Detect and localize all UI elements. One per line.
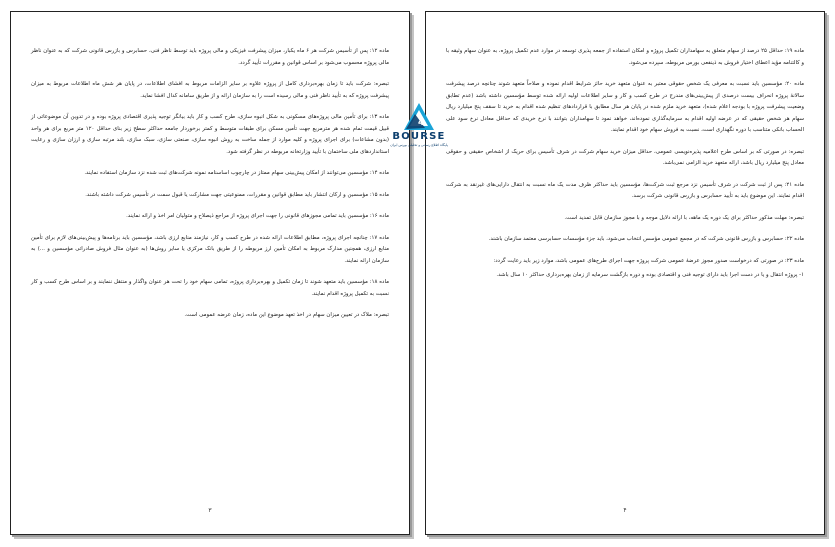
logo-tagline: پایگاه اطلاع رسانی و تحلیلی بورس ایران <box>390 143 448 147</box>
article-12: ماده ۱۲: پس از تأسیس شرکت هر ۶ ماه یکبار، میزان پیشرفت فیزیکی و مالی پروژه باید توسط ناظر فنی، حسابرس و بازرس قانونی شرکت که به عنوان ناظر مالی پروژه محسوب می‌شود بر اساس قوانین و مقررات تأیید گردد. <box>31 48 389 66</box>
article-15: ماده ۱۵: مؤسسین و ارکان انتشار باید مطابق قوانین و مقررات، ممنوعیتی جهت مشارکت یا قبول سمت در تأسیس شرکت داشته باشند. <box>85 191 389 198</box>
page-text-left <box>31 46 389 332</box>
triangle-24-logo-icon <box>384 102 454 132</box>
article-17: ماده ۱۷: چنانچه اجرای پروژه، مطابق اطلاعات ارائه شده در طرح کسب و کار، نیازمند منابع ارزی باشد، مؤسسین باید برنامه‌ها و پیش‌بینی‌های لازم برای تأمین منابع ارزی، همچنین مدارک مربوط به امکان تأمین ارز مربوطه را از طریق بانک مرکزی یا سایر روش‌ها (به عنوان مثال فروش صادراتی مؤسسین و ...) به سازمان ارائه نمایند. <box>31 234 390 264</box>
note-article-20: تبصره: در صورتی که بر اساس طرح اعلامیه پذیره‌نویسی عمومی، حداقل میزان خرید سهام شرکت در شرف تأسیس برای حریک از اشخاص حقیقی و حقوقی معادل پنج میلیارد ریال باشد، ارائه متعهد خرید الزامی نمی‌باشد. <box>446 148 804 166</box>
article-23-item-1: ۱- پروژه انتقال و یا در دست اجرا باید دارای توجیه فنی و اقتصادی بوده و دوره بازگشت سرمایه از زمان بهره‌برداری حداکثر ۱۰ سال باشد. <box>496 272 804 278</box>
article-18: ماده ۱۸: مؤسسین باید متعهد شوند تا زمان تکمیل و بهره‌برداری پروژه، تمامی سهام خود را تحت هر عنوان واگذار و منتقل ننمایند و بر اساس طرح کسب و کار نسبت به تکمیل پروژه اقدام نمایند. <box>31 279 389 297</box>
page-number-right: ۴ <box>623 507 627 514</box>
article-14: ماده ۱۴: مؤسسین می‌توانند از امکان پیش‌بینی سهام ممتاز در چارچوب اساسنامه نمونه شرکت‌های ثبت شده نزد سازمان استفاده نمایند. <box>84 170 389 176</box>
article-22: ماده ۲۲: حسابرس و بازرس قانونی شرکت که در مجمع عمومی مؤسس انتخاب می‌شود، باید جزء مؤسسات حسابرسی معتمد سازمان باشند. <box>488 236 804 242</box>
document-page-left <box>10 11 410 535</box>
logo-wordmark: BOURSE <box>392 131 446 142</box>
bourse-watermark-logo <box>384 102 454 154</box>
page-number-left: ۳ <box>208 507 212 514</box>
svg-text:4: 4 <box>418 118 425 128</box>
note-article-12: تبصره: شرکت باید تا زمان بهره‌برداری کامل از پروژه علاوه بر سایر الزامات مربوط به افشای اطلاعات، در پایان هر شش ماه اطلاعات مربوط به میزان پیشرفت پروژه که به تأیید ناظر فنی و مالی رسیده است را به سازمان ارائه و از طریق سامانه کدال افشا نماید. <box>31 81 389 99</box>
article-16: ماده ۱۶: مؤسسین باید تمامی مجوزهای قانونی را جهت اجرای پروژه از مراجع ذیصلاح و متولیان امر اخذ و ارائه نمایند. <box>126 213 389 219</box>
note-article-21: تبصره: مهلت مذکور حداکثر برای یک دوره یک ماهه، با ارائه دلایل موجه و با مجوز سازمان قابل تمدید است. <box>564 214 804 221</box>
article-19: ماده ۱۹: حداقل ۲۵ درصد از سهام متعلق به سهامداران تکمیل پروژه و امکان استفاده از جمعه پذیری توسعه در موارد عدم تکمیل پروژه، به عنوان سهام وثیقه با و کالتنامه مؤید اعطای اختیار فروش به ذینفعی بورس مربوطه، سپرده می‌شود. <box>446 48 805 66</box>
article-13: ماده ۱۳: برای تأمین مالی پروژه‌های مسکونی به شکل انبوه سازی، طرح کسب و کار باید بیانگر توجیه پذیری اقتصادی پروژه بوده و در تدوین آن موضوعاتی از قبیل قیمت تمام شده هر مترمربع جهت تأمین مسکن برای طبقات متوسط و کمتر برخوردار جامعه حداکثر سطح زیر بنای حداقل ۱۲۰ متر مربع برای هر واحد (بدون مشاعات) برای اجرای پروژه و کلیه موارد از جمله ساخت به روش انبوه سازی، صنعتی سازی، سبک سازی، بلند مرتبه سازی و ارزان سازی و رعایت استانداردهای ملی ساختمان با تأیید وزارتخانه مربوطه در نظر گرفته شود. <box>31 114 390 155</box>
article-21: ماده ۲۱: پس از ثبت شرکت در شرف تأسیس نزد مرجع ثبت شرکت‌ها، مؤسسین باید حداکثر ظرف مدت یک ماه نسبت به انتقال دارایی‌های غیرنقد به شرکت اقدام نمایند. این موضوع باید به تأیید حسابرس و بازرس قانونی شرکت برسد. <box>446 181 804 199</box>
document-page-right <box>425 11 825 535</box>
article-23: ماده ۲۳: در صورتی که درخواست صدور مجوز عرضهٔ عمومی شرکت پروژه جهت اجرای طرح‌های عمومی باشد، موارد زیر باید رعایت گردد: <box>493 257 804 264</box>
page-text-right <box>446 46 804 292</box>
article-20: ماده ۲۰: مؤسسین باید نسبت به معرفی یک شخص حقوقی معتبر به عنوان متعهد خرید حائز شرایط اقدام نموده و صلاحاً متعهد شوند چنانچه درصد پیشرفت سالانهٔ پروژه انحراف بیست درصدی از پیش‌بینی‌های مندرج در طرح کسب و کار و سایر اطلاعات اولیه ارائه شده توسط مؤسسین داشته باشد (عدم تطابق وضعیت پیشرفت پروژه با بودجه اعلام شده)، متعهد خرید ملزم شده در پایان هر سال مطابق با قراردادهای تنظیم شده اقدام به خرید تا سقف پنج میلیارد ریال سهام هر شخص حقیقی که در عرضه اولیه اقدام به سرمایه‌گذاری نموده‌اند، خواهد نمود تا سهامداران بتوانند با نرخ خریدی که حداقل معادل نرخ سود علی الحساب بانکی متناسب با دوره نگهداری است، نسبت به فروش سهام خود اقدام نمایند. <box>446 81 805 133</box>
note-article-18: تبصره: ملاک در تعیین میزان سهام در اخذ تعهد موضوع این ماده، زمان عرضه عمومی است. <box>184 312 389 318</box>
